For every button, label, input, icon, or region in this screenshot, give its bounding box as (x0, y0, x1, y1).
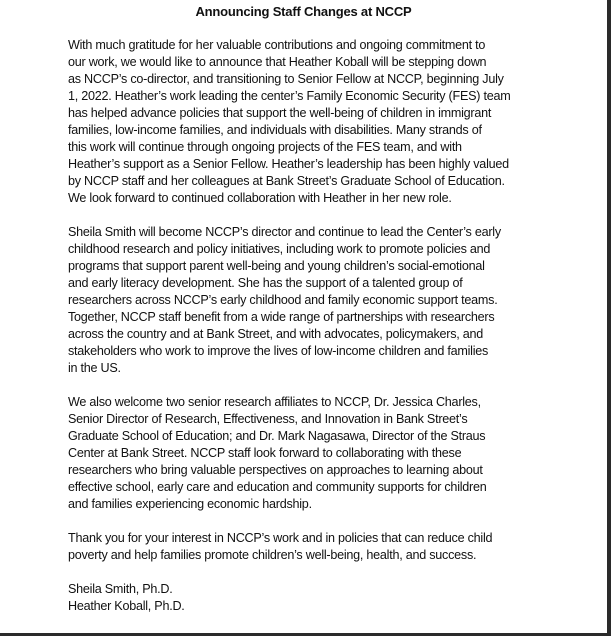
text-line: stakeholders who work to improve the lives of low-income children and families (68, 344, 489, 358)
text-line: and families experiencing economic hardship. (68, 497, 312, 511)
text-line: 1, 2022. Heather’s work leading the center’s Family Economic Security (FES) team (68, 89, 511, 103)
document-body (68, 37, 548, 615)
text-line: by NCCP staff and her colleagues at Bank Street’s Graduate School of Education. (68, 174, 505, 188)
text-line: Sheila Smith will become NCCP’s director and continue to lead the Center’s early (68, 225, 501, 239)
text-line: researchers who bring valuable perspectives on approaches to learning about (68, 463, 483, 477)
text-line: Heather’s support as a Senior Fellow. Heather’s leadership has been highly valued (68, 157, 509, 171)
paragraph-koball-transition (68, 37, 548, 207)
text-line: Senior Director of Research, Effectiveness, and Innovation in Bank Street’s (68, 412, 468, 426)
text-line: Thank you for your interest in NCCP’s work and in policies that can reduce child (68, 531, 493, 545)
text-line: as NCCP’s co-director, and transitioning to Senior Fellow at NCCP, beginning July (68, 72, 504, 86)
page-right-edge (607, 0, 611, 636)
text-line: effective school, early care and education and community supports for children (68, 480, 487, 494)
text-line: and early literacy development. She has the support of a talented group of (68, 276, 463, 290)
text-line: We also welcome two senior research affiliates to NCCP, Dr. Jessica Charles, (68, 395, 481, 409)
text-line: has helped advance policies that support the well-being of children in immigrant (68, 106, 492, 120)
paragraph-thank-you (68, 530, 548, 564)
paragraph-smith-director (68, 224, 548, 377)
paragraph-research-affiliates (68, 394, 548, 513)
signature-smith: Sheila Smith, Ph.D. (68, 582, 173, 596)
text-line: Graduate School of Education; and Dr. Mark Nagasawa, Director of the Straus (68, 429, 486, 443)
text-line: researchers across NCCP’s early childhood and family economic support teams. (68, 293, 498, 307)
text-line: childhood research and policy initiatives, including work to promote policies and (68, 242, 491, 256)
signature-koball: Heather Koball, Ph.D. (68, 599, 185, 613)
text-line: We look forward to continued collaboration with Heather in her new role. (68, 191, 452, 205)
text-line: poverty and help families promote children’s well-being, health, and success. (68, 548, 477, 562)
text-line: With much gratitude for her valuable contributions and ongoing commitment to (68, 38, 486, 52)
text-line: programs that support parent well-being and young children’s social-emotional (68, 259, 485, 273)
text-line: Center at Bank Street. NCCP staff look forward to collaborating with these (68, 446, 462, 460)
text-line: across the country and at Bank Street, and with advocates, policymakers, and (68, 327, 484, 341)
text-line: this work will continue through ongoing projects of the FES team, and with (68, 140, 462, 154)
text-line: in the US. (68, 361, 121, 375)
signature-block (68, 581, 548, 615)
document-title: Announcing Staff Changes at NCCP (195, 4, 412, 19)
text-line: families, low-income families, and individuals with disabilities. Many strands of (68, 123, 482, 137)
text-line: our work, we would like to announce that Heather Koball will be stepping down (68, 55, 487, 69)
text-line: Together, NCCP staff benefit from a wide range of partnerships with researchers (68, 310, 495, 324)
